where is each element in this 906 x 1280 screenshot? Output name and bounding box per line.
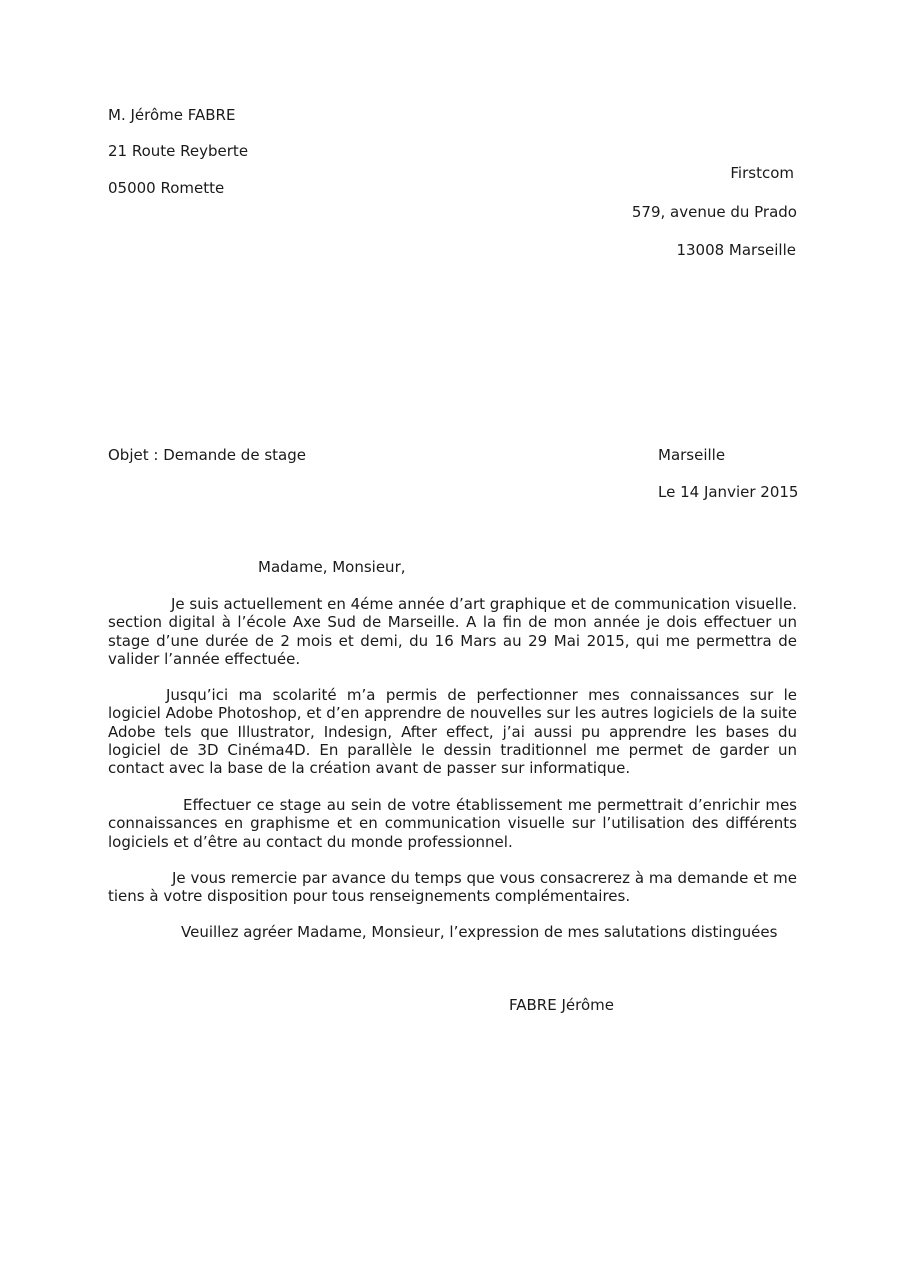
salutation: Madame, Monsieur, xyxy=(258,558,406,576)
sender-city: 05000 Romette xyxy=(108,179,225,197)
recipient-city: 13008 Marseille xyxy=(676,241,796,259)
signature: FABRE Jérôme xyxy=(509,996,614,1014)
date: Le 14 Janvier 2015 xyxy=(658,483,799,501)
paragraph-2: Jusqu’ici ma scolarité m’a permis de perfectionner mes connaissances sur le logiciel Adobe Photoshop, et d’en apprendre de nouvelles sur les autres logiciels de la suite Adobe tels que Illustrator, Indesign, After effect, j’ai aussi pu apprendre les bases du logiciel de 3D Cinéma4D. En parallèle le dessin traditionnel me permet de garder un contact avec la base de la création avant de passer sur informatique. xyxy=(108,686,797,778)
closing-formula: Veuillez agréer Madame, Monsieur, l’expression de mes salutations distinguées xyxy=(181,923,778,941)
sender-name: M. Jérôme FABRE xyxy=(108,106,236,124)
sender-street: 21 Route Reyberte xyxy=(108,142,249,160)
recipient-street: 579, avenue du Prado xyxy=(631,203,797,221)
paragraph-3: Effectuer ce stage au sein de votre établissement me permettrait d’enrichir mes connaissances en graphisme et en communication visuelle sur l’utilisation des différents logiciels et d’être au contact du monde professionnel. xyxy=(108,796,797,851)
place: Marseille xyxy=(658,446,726,464)
subject-line: Objet : Demande de stage xyxy=(108,446,306,464)
recipient-company: Firstcom xyxy=(730,164,794,182)
paragraph-4: Je vous remercie par avance du temps que vous consacrerez à ma demande et me tiens à votre disposition pour tous renseignements complémentaires. xyxy=(108,869,797,906)
paragraph-1: Je suis actuellement en 4éme année d’art graphique et de communication visuelle. section digital à l’école Axe Sud de Marseille. A la fin de mon année je dois effectuer un stage d’une durée de 2 mois et demi, du 16 Mars au 29 Mai 2015, qui me permettra de valider l’année effectuée. xyxy=(108,595,797,668)
